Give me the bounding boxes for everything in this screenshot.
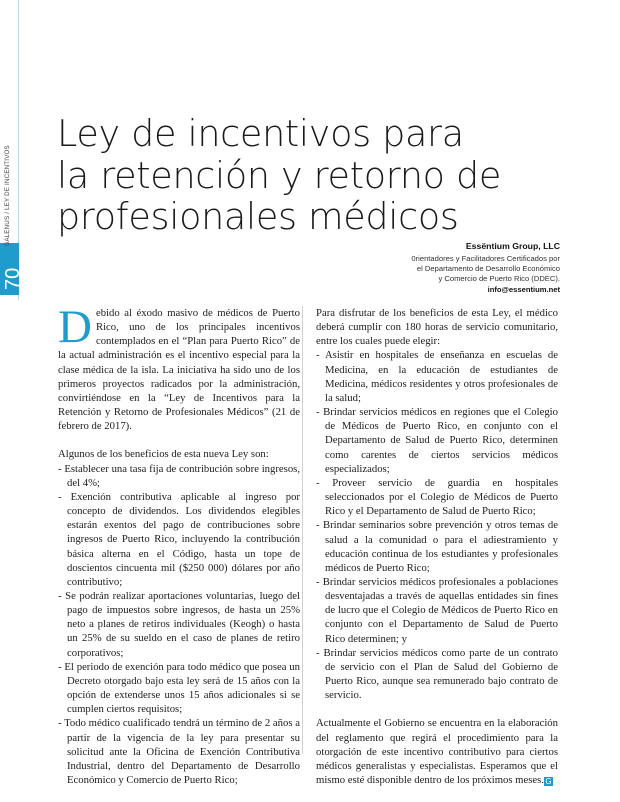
title-line: Ley de incentivos para <box>57 112 464 155</box>
article-title <box>57 113 577 238</box>
closing-paragraph <box>316 716 558 787</box>
service-option: - Asistir en hospitales de enseñanza en escuelas de Medicina, en la educación de estudiantes de Medicina, médicos residentes y otros profesionales de la salud; <box>316 349 558 404</box>
service-option: - Brindar seminarios sobre prevención y otros temas de salud a la comunidad o para el adiestramiento y educación continua de los estudiantes y profesionales médicos de Puerto Rico; <box>316 519 558 574</box>
page-number: 70 <box>2 267 24 290</box>
page-sidebar <box>0 0 19 802</box>
end-mark-icon: G <box>545 777 552 786</box>
right-column <box>316 306 558 787</box>
title-line: la retención y retorno de <box>57 153 502 197</box>
benefits-intro: Algunos de los beneficios de esta nueva Ley son: <box>58 448 269 461</box>
running-head-text: SALENUS / LEY DE INCENTIVOS <box>4 145 11 246</box>
left-column <box>58 301 300 787</box>
author-credential-line: 0rientadores y Facilitadores Certificados por <box>411 254 560 263</box>
benefit-item: - Todo médico cualificado tendrá un término de 2 años a partir de la vigencia de la ley para presentar su solicitud ante la Oficina de Exención Contributiva Industrial, dentro del Departamento de Desarrollo Económico y Comercio de Puerto Rico; <box>58 717 300 786</box>
intro-text: ebido al éxodo masivo de médicos de Puerto Rico, uno de los principales incentivos contemplados en el “Plan para Puerto Rico” de la actual administración es el incentivo especial para la clase médica de la isla. La iniciativa ha sido uno de los primeros proyectos radicados por la administración, convirtiéndose en la “Ley de Incentivos para la Retención y Retorno de Profesionales Médicos” (21 de febrero de 2017). <box>58 307 300 433</box>
service-option: - Proveer servicio de guardia en hospitales seleccionados por el Colegio de Médicos de Puerto Rico y el Departamento de Salud de Puerto Rico; <box>316 476 558 518</box>
author-company: Essëntium Group, LLC <box>465 241 560 251</box>
service-option: - Brindar servicios médicos profesionales a poblaciones desventajadas a través de aquellas entidades sin fines de lucro que el Colegio de Médicos de Puerto Rico en conjunto con el Departamento de Salud de Puerto Rico determinen; y <box>316 575 558 645</box>
running-head <box>4 145 16 258</box>
service-option: - Brindar servicios médicos como parte de un contrato de servicio con el Plan de Salud del Gobierno de Puerto Rico, aunque sea remunerado bajo contrato de servicio. <box>316 646 558 702</box>
drop-cap: D <box>58 301 92 353</box>
benefit-item: - Se podrán realizar aportaciones voluntarias, luego del pago de impuestos sobre ingresos, de hasta un 25% neto a planes de retiros individuales (Keogh) o hasta un 25% de su sueldo en el caso de planes de retiro corporativos; <box>58 589 300 659</box>
author-credential-line: y Comercio de Puerto Rico (DDEC). <box>438 274 560 284</box>
benefit-item: - Establecer una tasa fija de contribución sobre ingresos, del 4%; <box>58 462 300 489</box>
column-divider <box>302 306 303 754</box>
intro-paragraph <box>58 301 300 433</box>
benefit-item: - El periodo de exención para todo médico que posea un Decreto otorgado bajo esta ley será de 15 años con la opción de extenderse unos 15 años adicionales si se cumplen ciertos requisitos; <box>58 660 300 716</box>
author-email: info@essentium.net <box>487 284 560 294</box>
benefit-item: - Exención contributiva aplicable al ingreso por concepto de dividendos. Los dividendos elegibles estarán exentos del pago de contribuciones sobre ingresos de Puerto Rico, incluyendo la contribución básica alterna en el Código, hasta un tope de doscientos cincuenta mil ($250 000) dólares por año contributivo; <box>58 490 300 588</box>
service-option: - Brindar servicios médicos en regiones que el Colegio de Médicos de Puerto Rico, en conjunto con el Departamento de Salud de Puerto Rico, determinen como carentes de ciertos servicios médicos especializados; <box>316 406 558 475</box>
title-line: profesionales médicos <box>57 195 459 238</box>
closing-text: Actualmente el Gobierno se encuentra en la elaboración del reglamento que regirá el procedimiento para la otorgación de este incentivo contributivo para ciertos médicos generalistas y especialistas. Esperamos que el mismo esté disponible dentro de los próximos meses. <box>316 717 558 786</box>
author-credential-line: el Departamento de Desarrollo Económico <box>416 264 560 274</box>
requirements-intro: Para disfrutar de los beneficios de esta Ley, el médico deberá cumplir con 180 horas de servicio comunitario, entre los cuales puede elegir: <box>316 307 558 348</box>
author-byline <box>310 241 560 295</box>
